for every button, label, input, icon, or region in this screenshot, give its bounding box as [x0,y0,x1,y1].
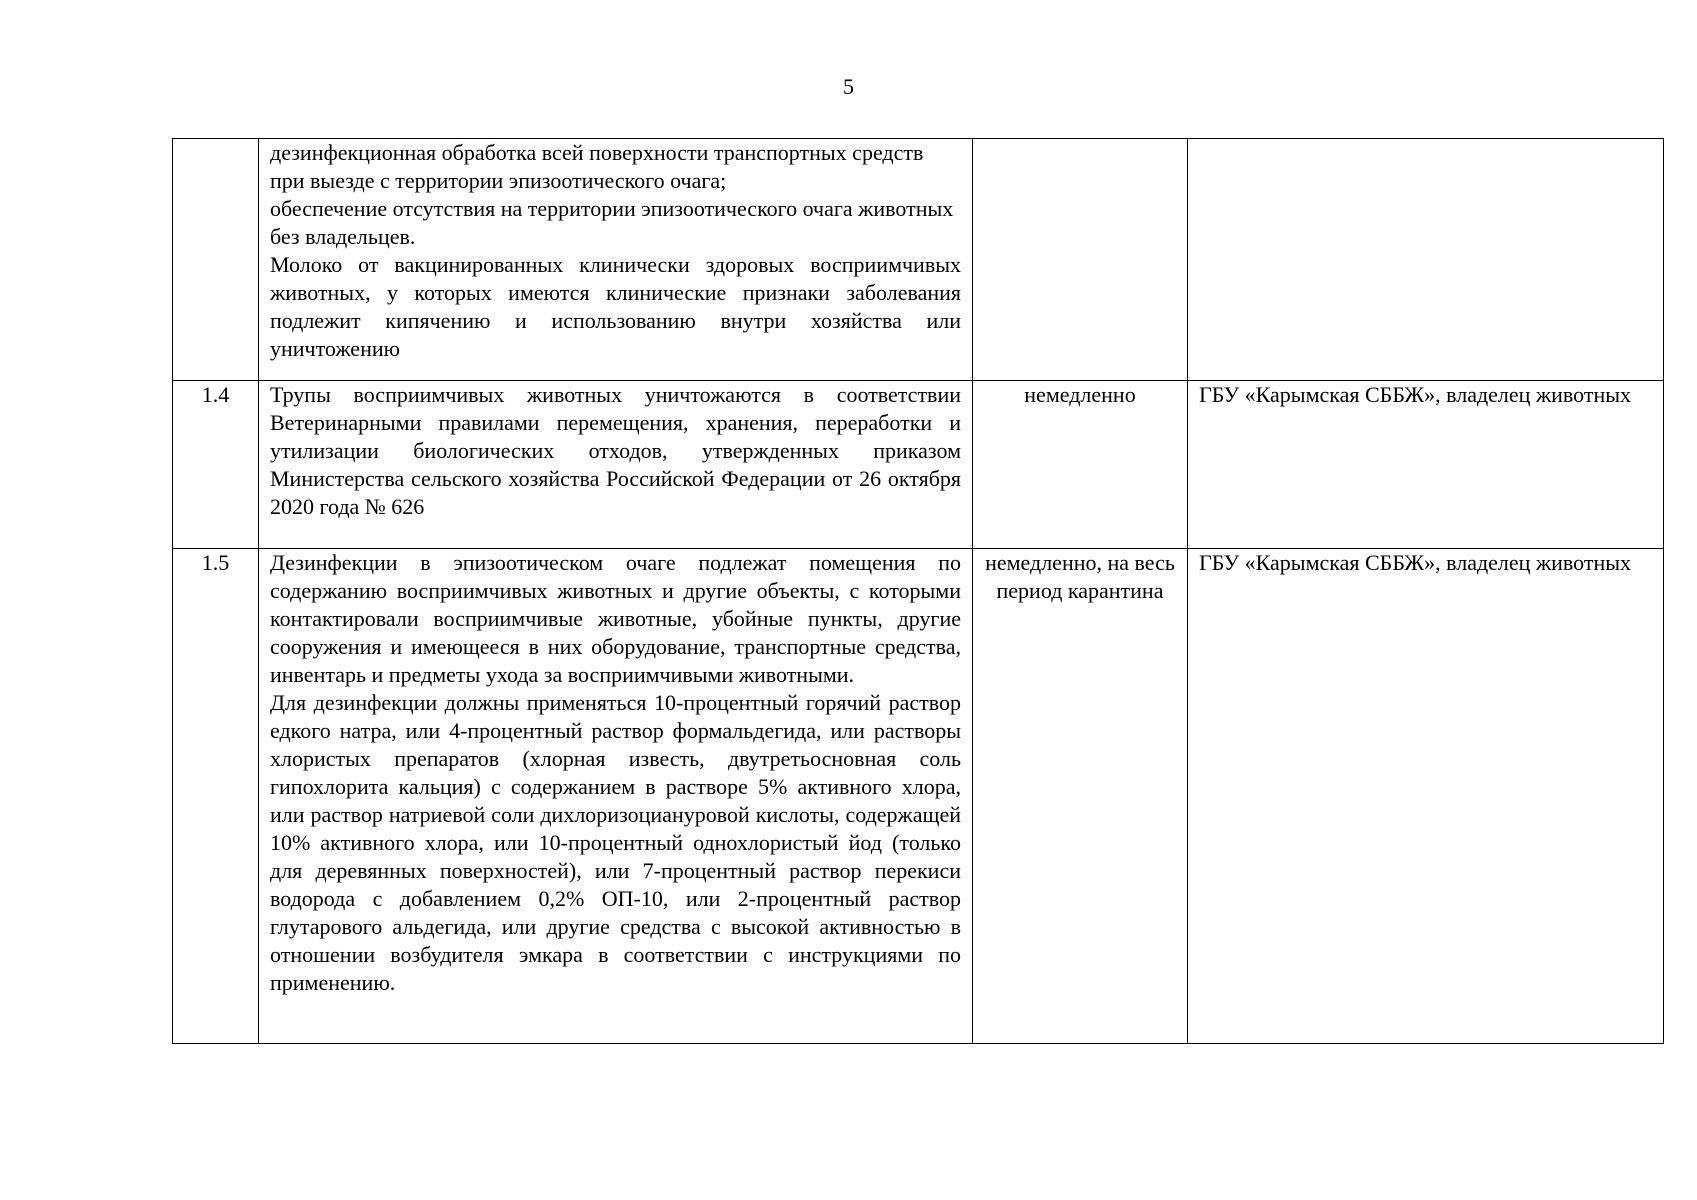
table-row [173,381,1664,549]
measure-text-cell [259,139,973,381]
measure-paragraph: Для дезинфекции должны применяться 10-процентный горячий раствор едкого натра, или 4-процентный раствор формальдегида, или растворы хлористых препаратов (хлорная известь, двутретьосновная соль гипохлорита кальция) с содержанием в растворе 5% активного хлора, или раствор натриевой соли дихлоризоциануровой кислоты, содержащей 10% активного хлора, или 10-процентный однохлористый йод (только для деревянных поверхностей), или 7-процентный раствор перекиси водорода с добавлением 0,2% ОП-10, или 2-процентный раствор глутарового альдегида, или другие средства с высокой активностью в отношении возбудителя эмкара в соответствии с инструкциями по применению. [270,690,961,995]
row-number-cell [173,139,259,381]
responsible-cell: ГБУ «Карымская СББЖ», владелец животных [1188,381,1664,549]
table-row [173,549,1664,1044]
measure-paragraph: дезинфекционная обработка всей поверхности транспортных средств при выезде с территории эпизоотического очага; [270,140,924,193]
measure-paragraph: Молоко от вакцинированных клинически здоровых восприимчивых животных, у которых имеются клинические признаки заболевания подлежит кипячению и использованию внутри хозяйства или уничтожению [270,252,961,361]
row-number-cell: 1.5 [173,549,259,1044]
row-number-cell: 1.4 [173,381,259,549]
measure-paragraph: обеспечение отсутствия на территории эпизоотического очага животных без владельцев. [270,196,954,249]
term-cell [973,139,1188,381]
measure-text-cell [259,549,973,1044]
measure-paragraph: Дезинфекции в эпизоотическом очаге подлежат помещения по содержанию восприимчивых животных и другие объекты, с которыми контактировали восприимчивые животные, убойные пункты, другие сооружения и имеющееся в них оборудование, транспортные средства, инвентарь и предметы ухода за восприимчивыми животными. [270,550,961,687]
measures-table [172,138,1664,1044]
page-number: 5 [843,74,854,99]
measure-paragraph: Трупы восприимчивых животных уничтожаются в соответствии Ветеринарными правилами перемещения, хранения, переработки и утилизации биологических отходов, утвержденных приказом Министерства сельского хозяйства Российской Федерации от 26 октября 2020 года № 626 [270,382,961,519]
term-cell: немедленно [973,381,1188,549]
table-row [173,139,1664,381]
responsible-cell [1188,139,1664,381]
term-cell: немедленно, на весь период карантина [973,549,1188,1044]
measure-text-cell [259,381,973,549]
responsible-cell: ГБУ «Карымская СББЖ», владелец животных [1188,549,1664,1044]
